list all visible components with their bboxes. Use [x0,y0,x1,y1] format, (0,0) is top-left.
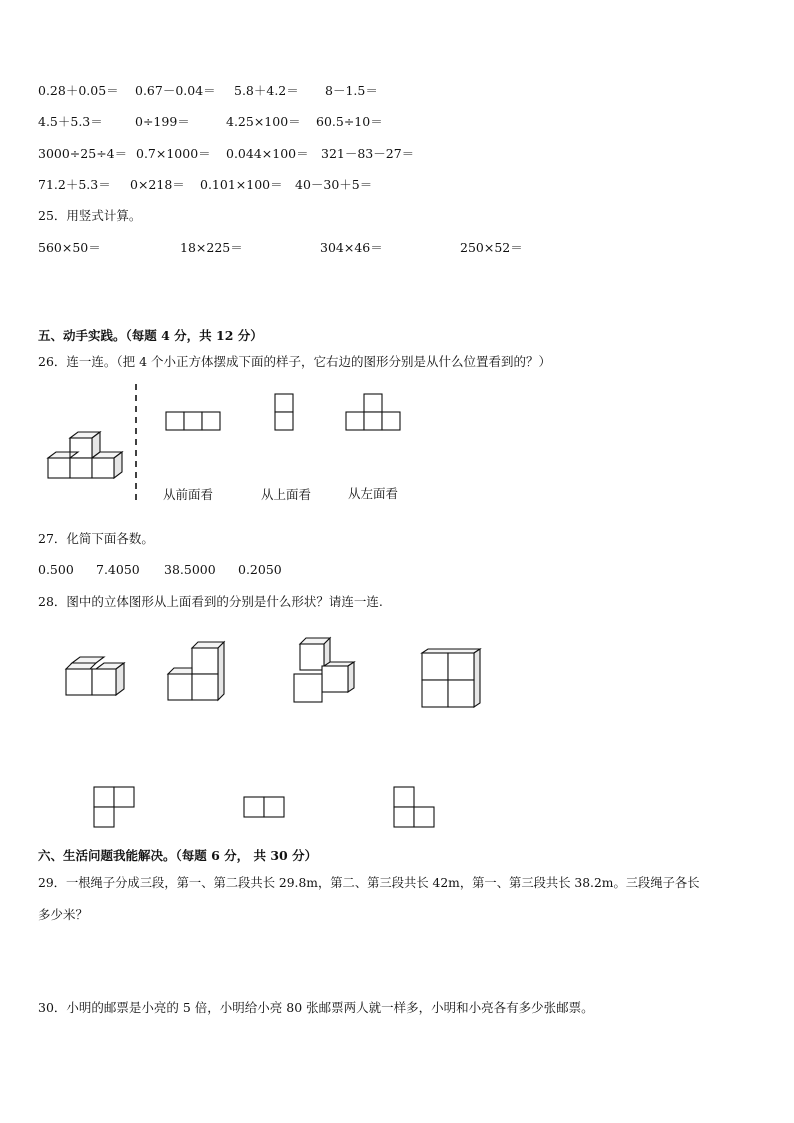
view-label-front: 从前面看 [163,487,214,502]
q29-line1: 29．一根绳子分成三段，第一、第二段共长 29.8m，第二、第三段共长 42m，第一、第三段共长 38.2m。三段绳子各长 [38,876,700,890]
calc-item: 0×218＝ [130,177,185,192]
view-shape-row-of-three [165,411,223,433]
q30-text: 30．小明的邮票是小亮的 5 倍，小明给小亮 80 张邮票两人就一样多，小明和小亮各有多少张邮票。 [38,1000,594,1015]
q27-number: 0.2050 [238,562,282,577]
q25-item: 250×52＝ [460,240,523,255]
top-view-shape-l-reversed [393,786,437,830]
view-label-left: 从左面看 [348,486,399,501]
q28-title: 28．图中的立体图形从上面看到的分别是什么形状？请连一连. [38,594,383,609]
q25-item: 18×225＝ [180,240,243,255]
calc-item: 3000÷25÷4＝ [38,146,128,161]
solid-figure-2 [166,640,228,702]
calc-item: 60.5÷10＝ [316,114,383,129]
calc-item: 0.044×100＝ [226,146,309,161]
dashed-divider [130,384,142,504]
calc-item: 8－1.5＝ [325,83,378,98]
calc-item: 0.101×100＝ [200,177,283,192]
calc-item: 321－83－27＝ [321,146,415,161]
top-view-shape-two [243,796,287,820]
calc-item: 4.5＋5.3＝ [38,114,103,129]
calc-item: 71.2＋5.3＝ [38,177,111,192]
section-5-title: 五、动手实践。（每题 4 分，共 12 分） [38,328,263,343]
q27-title: 27．化简下面各数。 [38,531,154,546]
q26-title: 26．连一连。（把 4 个小正方体摆成下面的样子，它右边的图形分别是从什么位置看到的？） [38,354,552,369]
calc-item: 0.28＋0.05＝ [38,83,119,98]
q25-item: 304×46＝ [320,240,383,255]
q29-line2: 多少米？ [38,907,89,922]
view-shape-t [345,393,403,433]
solid-figure-3 [292,636,358,704]
calc-item: 0.7×1000＝ [136,146,211,161]
view-label-top: 从上面看 [261,487,312,502]
q25-item: 560×50＝ [38,240,101,255]
q26-cube-figure [44,430,126,492]
calc-item: 0÷199＝ [135,114,190,129]
q27-number: 0.500 [38,562,74,577]
q25-title: 25．用竖式计算。 [38,208,142,223]
calc-item: 0.67－0.04＝ [135,83,216,98]
top-view-shape-l [93,786,137,830]
calc-item: 4.25×100＝ [226,114,301,129]
q27-number: 38.5000 [164,562,216,577]
solid-figure-4 [420,647,484,709]
calc-item: 5.8＋4.2＝ [234,83,299,98]
q27-number: 7.4050 [96,562,140,577]
solid-figure-1 [64,655,128,699]
section-6-title: 六、生活问题我能解决。（每题 6 分， 共 30 分） [38,848,318,863]
calc-item: 40－30＋5＝ [295,177,373,192]
view-shape-two-stacked [274,393,296,433]
